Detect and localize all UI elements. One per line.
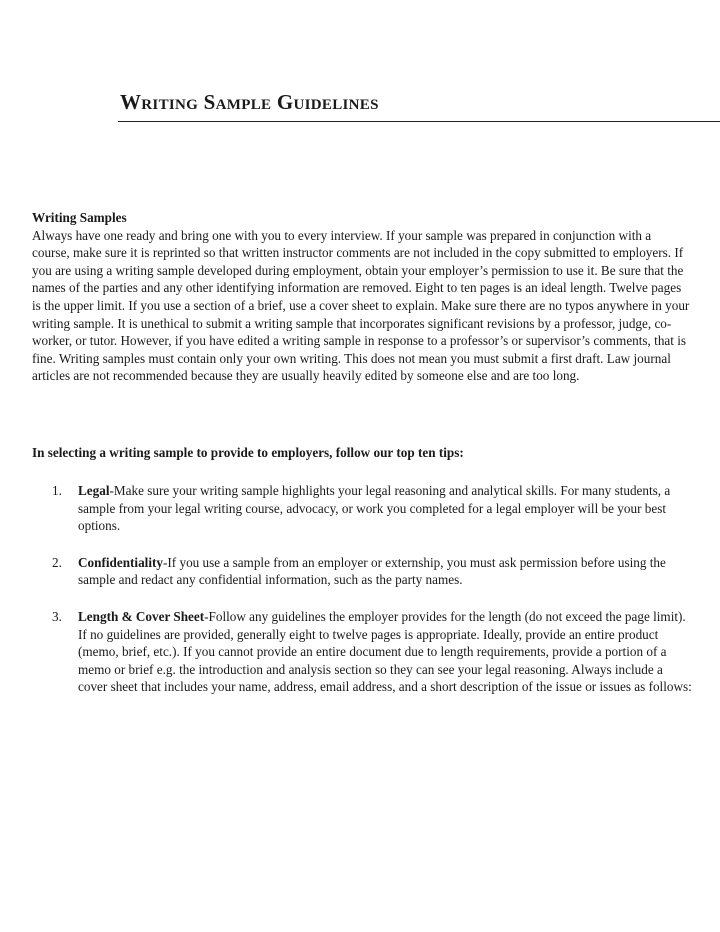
list-number: 1. <box>52 483 62 498</box>
list-item <box>52 554 692 589</box>
writing-samples-section <box>32 209 692 385</box>
title-underline <box>118 121 720 122</box>
list-number: 3. <box>52 608 62 624</box>
section-paragraph: Always have one ready and bring one with you to every interview. If your sample was prepared in conjunction with a course, make sure it is reprinted so that written instructor comments are not included in the copy submitted to employers. If you are using a writing sample developed during employment, obtain your employer’s permission to use it. Be sure that the names of the parties and any other identifying information are removed. Eight to ten pages is an ideal length. Twelve pages is the upper limit. If you use a section of a brief, use a cover sheet to explain. Make sure there are no typos anywhere in your writing sample. It is unethical to submit a writing sample that incorporates significant revisions by a professor, judge, co-worker, or tutor. However, if you have edited a writing sample in response to a professor’s or supervisor’s comments, that is fine. Writing samples must contain only your own writing. This does not mean you must submit a first draft. Law journal articles are not recommended because they are usually heavily edited by someone else and are too long. <box>32 227 690 384</box>
section-heading: Writing Samples <box>32 210 127 225</box>
list-item-body <box>78 482 692 535</box>
tip-title: Length & Cover Sheet <box>78 608 205 624</box>
list-number: 2. <box>52 554 62 570</box>
list-item <box>52 482 692 535</box>
list-item <box>52 608 692 696</box>
list-item-body <box>78 608 692 696</box>
tips-intro: In selecting a writing sample to provide to employers, follow our top ten tips: <box>32 445 464 460</box>
tip-text: -Make sure your writing sample highlights your legal reasoning and analytical skills. For many students, a sample from your legal writing course, advocacy, or work you completed for a legal employer will be your best options. <box>78 483 671 534</box>
tip-text: -If you use a sample from an employer or externship, you must ask permission before using the sample and redact any confidential information, such as the party names. <box>78 554 666 588</box>
list-item-body <box>78 554 692 589</box>
document-title: Writing Sample Guidelines <box>120 90 379 114</box>
tips-list <box>52 482 692 715</box>
tip-title: Legal <box>78 483 110 498</box>
tip-text: -Follow any guidelines the employer provides for the length (do not exceed the page limit). If no guidelines are provided, generally eight to twelve pages is appropriate. Ideally, provide an entire product (memo, brief, etc.). If you cannot provide an entire document due to length requirements, provide a portion of a memo or brief e.g. the introduction and analysis section so they can see your legal reasoning. Always include a cover sheet that includes your name, address, email address, and a short description of the issue or issues as follows: <box>78 608 692 695</box>
tip-title: Confidentiality <box>78 554 163 570</box>
